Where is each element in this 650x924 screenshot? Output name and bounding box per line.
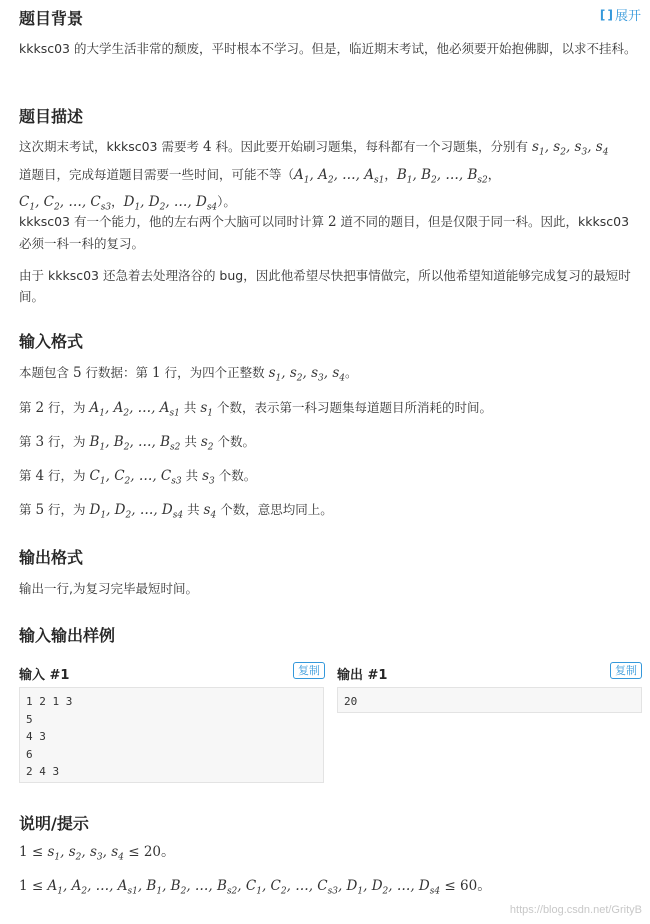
math-b-list: $B_1$, $B_2$, …, $B_{s2}$ (396, 166, 488, 186)
output-format-text: 输出一行,为复习完毕最短时间。 (19, 581, 198, 596)
text: 行，为四个正整数 (160, 365, 269, 380)
math-number: 2 (35, 400, 45, 416)
description-paragraph-3: 由于 kkksc03 还急着去处理洛谷的 bug，因此他希望尽快把事情做完，所以他希望知道能够完成复习的最短时间。 (19, 268, 631, 304)
desc-text: 道题目，完成每道题目需要一些时间，可能不等（ (19, 166, 295, 182)
desc-text: 道不同的题目，但是仅限于同一科。因此，kkksc03 必须一科一科的复习。 (19, 214, 630, 251)
math-number: 4 (202, 139, 212, 155)
math-c-list: $C_1$, $C_2$, …, $C_{s3}$ (89, 468, 182, 487)
sample-output-box[interactable]: 20 (337, 687, 642, 713)
copy-output-button[interactable]: 复制 (610, 662, 642, 679)
math-number: 60 (460, 878, 478, 894)
math-b-list: $B_1$, $B_2$, …, $B_{s2}$ (89, 434, 181, 453)
background-text: kkksc03 的大学生活非常的颓废，平时根本不学习。但是，临近期末考试，他必须要开始抱佛脚，以求不挂科。 (19, 41, 637, 56)
math-s1: $s_1$ (200, 400, 213, 419)
text: 行，为 (44, 468, 90, 483)
math-c-list: $C_1$, $C_2$, …, $C_{s3}$ (19, 194, 112, 214)
text: 行，为 (44, 400, 90, 415)
description-title: 题目描述 (19, 107, 84, 126)
math-d-list: $D_1$, $D_2$, …, $D_{s4}$ (123, 194, 218, 214)
hint-constraint-1: $1 \le s_1$, $s_2$, $s_3$, $s_4 \le 20$。 (19, 844, 175, 863)
samples-title: 输入输出样例 (19, 626, 116, 645)
math-s2: $s_2$ (200, 434, 214, 453)
text: 共 (181, 468, 203, 483)
math-number: 3 (35, 434, 45, 450)
background-title: 题目背景 (19, 9, 84, 28)
text: 共 (183, 502, 204, 517)
text: 第 (19, 502, 36, 517)
text: 个数，意思均同上。 (216, 502, 333, 517)
desc-text: ）。 (217, 194, 236, 210)
text: 第 (19, 400, 36, 415)
input-format-line-5 (19, 499, 639, 527)
text: 个数。 (213, 434, 255, 449)
watermark: https://blog.csdn.net/GrityB (509, 904, 642, 916)
math-number: 5 (72, 365, 82, 381)
expand-button[interactable] (600, 5, 641, 24)
text: 行，为 (44, 502, 90, 517)
text: 行，为 (44, 434, 90, 449)
text: 共 (179, 400, 201, 415)
text: 共 (180, 434, 201, 449)
math-number: 2 (327, 214, 337, 230)
sample-input-label: 输入 #1 (19, 668, 70, 683)
math-constraint-all: ≤ $A_1$, $A_2$, …, $A_{s1}$, $B_1$, $B_2$, …, $B_{s2}$, $C_1$, $C_2$, …, $C_{s3}$, $D_1$, $D_2$, …, $D_{s4}$ ≤ (27, 878, 461, 897)
description-paragraph-1: 这次期末考试，kkksc03 需要考 4 科。因此要开始刷习题集，每科都有一个习题集，分别有 $s_1$, $s_2$, $s_3$, $s_4$ 道题目，完成每道题目需要一些时间，可能不等（$A_1$, $A_2$, …, $A_{s1}$，$B_1$, $B_2$, …, $B_{s2}$， $C_1$, $C_2$, …, $C_{s3}$，$D_1$, $D_2$, …, $D_{s4}$）。 (19, 139, 609, 214)
sample-output-label: 输出 #1 (337, 668, 388, 683)
math-number: 1 (152, 365, 161, 381)
hint-constraint-2: $1 \le A_1$, $A_2$, …, $A_{s1}$, $B_1$, $B_2$, …, $B_{s2}$, $C_1$, $C_2$, …, $C_{s3}$, $D_1$, $D_2$, …, $D_{s4} \le 60$。 (19, 878, 492, 897)
math-s-list: $s_1$, $s_2$, $s_3$, $s_4$ (268, 365, 345, 384)
math-a-list: $A_1$, $A_2$, …, $A_{s1}$ (294, 166, 385, 186)
input-format-line-1 (19, 362, 639, 390)
text: 。 (345, 365, 358, 380)
output-format-title: 输出格式 (19, 548, 84, 567)
desc-text: 科。因此要开始刷习题集，每科都有一个习题集，分别有 (211, 139, 533, 154)
text: 个数，表示第一科习题集每道题目所消耗的时间。 (213, 400, 492, 415)
hint-title: 说明/提示 (19, 814, 89, 833)
text: 行数据：第 (81, 365, 153, 380)
description-paragraph-2 (19, 211, 639, 254)
text: 第 (19, 468, 36, 483)
math-number: 20 (143, 844, 161, 860)
text: 个数。 (214, 468, 257, 483)
math-d-list: $D_1$, $D_2$, …, $D_{s4}$ (89, 502, 184, 521)
input-format-title: 输入格式 (19, 332, 84, 351)
math-number: 1 (19, 844, 28, 860)
text: 本题包含 (19, 365, 73, 380)
math-number: 4 (35, 468, 45, 484)
input-format-line-4 (19, 465, 639, 493)
copy-input-button[interactable]: 复制 (293, 662, 325, 679)
desc-text: kkksc03 有一个能力，他的左右两个大脑可以同时计算 (19, 214, 328, 229)
math-s-list: $s_1$, $s_2$, $s_3$, $s_4$ (532, 139, 609, 158)
math-number: 1 (19, 878, 28, 894)
expand-label: 展开 (614, 9, 641, 24)
input-format-line-3 (19, 431, 639, 459)
text: 第 (19, 434, 36, 449)
math-number: 5 (35, 502, 45, 518)
expand-icon: [ ] (599, 7, 612, 22)
math-s4: $s_4$ (203, 502, 217, 521)
math-constraint-s: ≤ $s_1$, $s_2$, $s_3$, $s_4$ ≤ (27, 844, 144, 863)
input-format-line-2 (19, 397, 639, 425)
desc-text: 这次期末考试，kkksc03 需要考 (19, 139, 203, 154)
sample-input-box[interactable]: 1 2 1 3 5 4 3 6 2 4 3 (19, 687, 324, 783)
math-s3: $s_3$ (202, 468, 215, 487)
math-a-list: $A_1$, $A_2$, …, $A_{s1}$ (89, 400, 180, 419)
